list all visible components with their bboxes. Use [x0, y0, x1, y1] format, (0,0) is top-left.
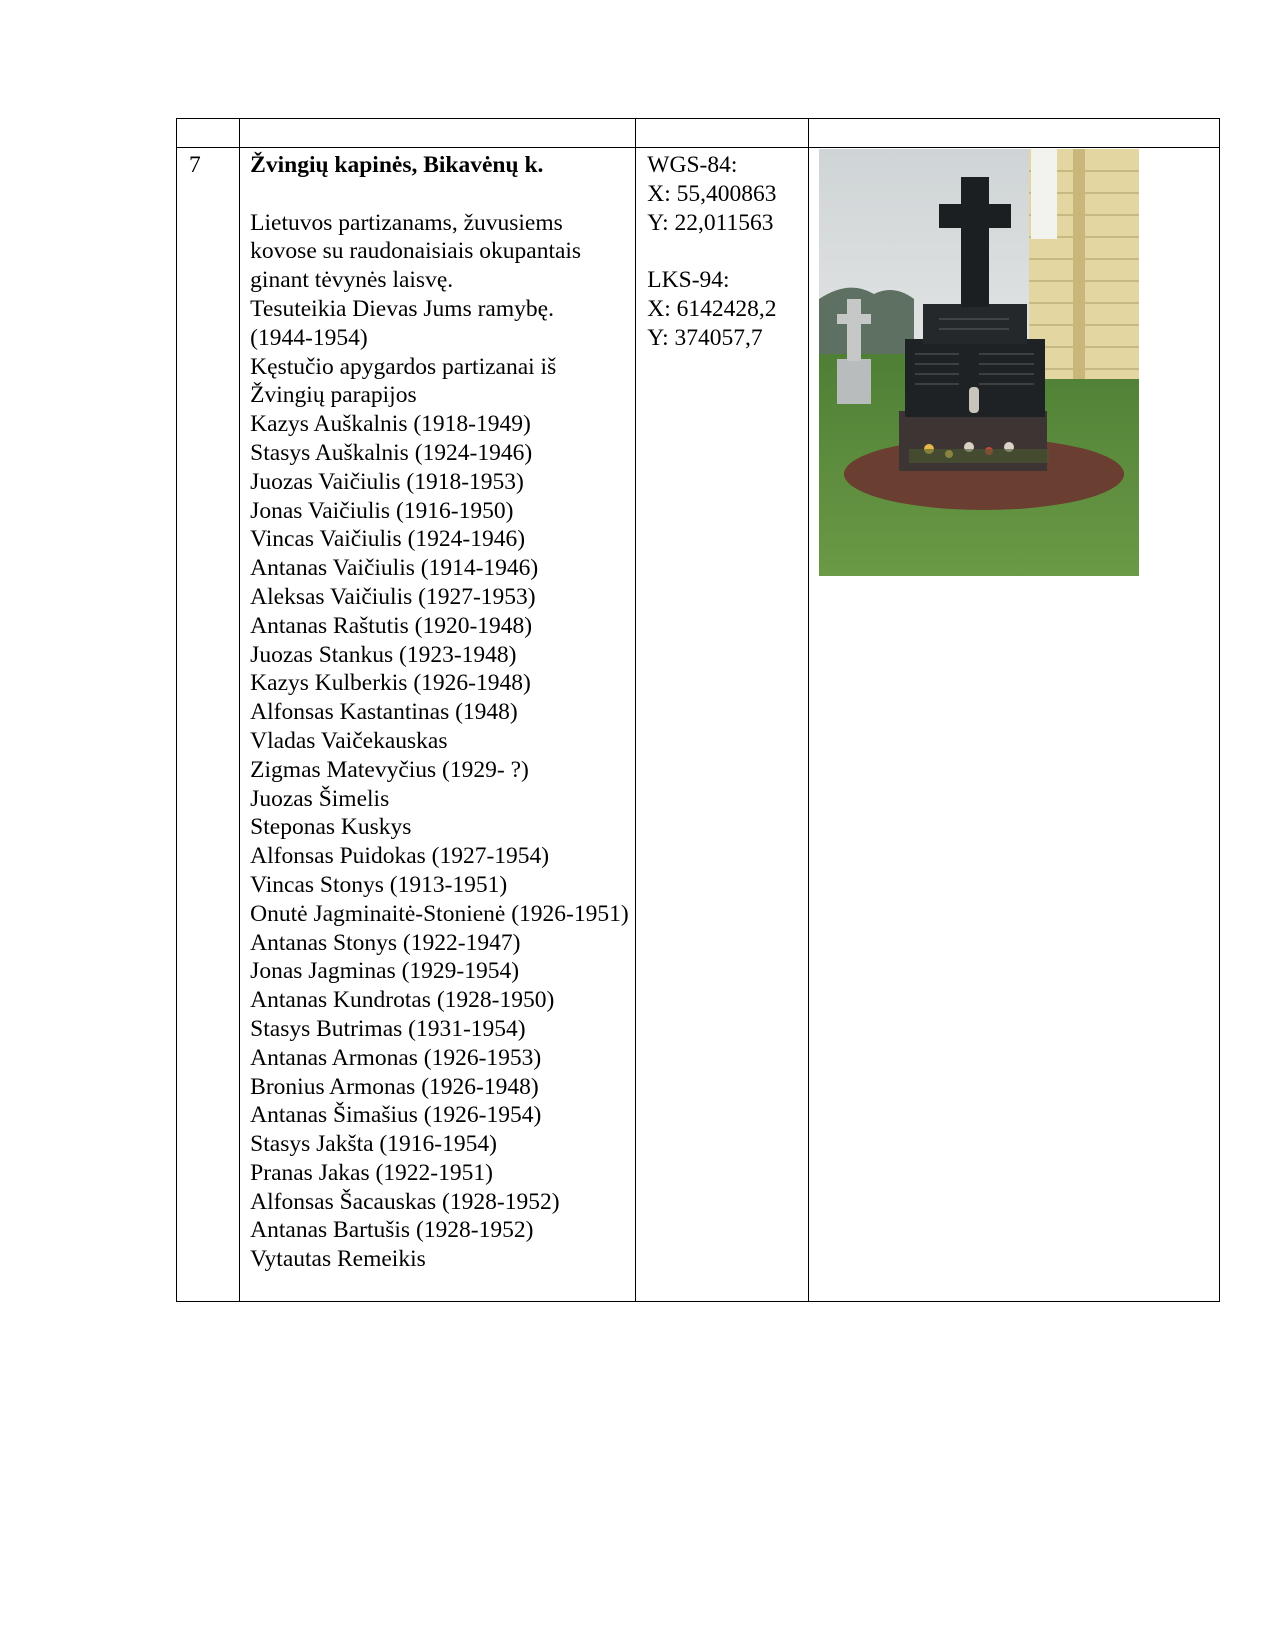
list-item: Jonas Jagminas (1929-1954) [250, 958, 520, 985]
list-item: Alfonsas Šacauskas (1928-1952) [250, 1188, 560, 1215]
list-item: Onutė Jagminaitė-Stonienė (1926-1951) [250, 900, 629, 927]
church-window [1031, 149, 1057, 239]
list-item: Antanas Stonys (1922-1947) [250, 929, 521, 956]
partisan-names-list [250, 410, 635, 1274]
church-pilaster [1073, 149, 1085, 379]
row-number-cell [177, 148, 240, 1302]
distant-monument [837, 359, 871, 404]
header-cell-description [240, 119, 636, 148]
wgs-x-coordinate: X: 55,400863 [647, 180, 777, 207]
list-item: Antanas Raštutis (1920-1948) [250, 612, 533, 639]
list-item: Alfonsas Kastantinas (1948) [250, 699, 518, 726]
list-item: Vytautas Remeikis [250, 1246, 426, 1273]
list-item: Vladas Vaičekauskas [250, 727, 448, 754]
table-row [177, 148, 1220, 1302]
list-item: Antanas Armonas (1926-1953) [250, 1044, 542, 1071]
inscription-line: kovose su raudonaisiais okupantais [250, 238, 582, 265]
list-item: Juozas Šimelis [250, 785, 390, 812]
inscription-line: Tesuteikia Dievas Jums ramybę. [250, 295, 554, 322]
memorial-table [176, 118, 1220, 1302]
list-item: Kazys Kulberkis (1926-1948) [250, 670, 531, 697]
row-number: 7 [189, 152, 201, 178]
list-item: Vincas Vaičiulis (1924-1946) [250, 526, 526, 553]
list-item: Antanas Bartušis (1928-1952) [250, 1217, 534, 1244]
site-title: Žvingių kapinės, Bikavėnų k. [250, 152, 544, 178]
memorial-photo [819, 149, 1139, 576]
list-item: Steponas Kuskys [250, 814, 412, 841]
list-item: Stasys Butrimas (1931-1954) [250, 1015, 526, 1042]
list-item: Jonas Vaičiulis (1916-1950) [250, 497, 514, 524]
inscription-line: Lietuvos partizanams, žuvusiems [250, 209, 563, 236]
list-item: Aleksas Vaičiulis (1927-1953) [250, 583, 536, 610]
list-item: Zigmas Matevyčius (1929- ?) [250, 756, 529, 783]
inscription-line: ginant tėvynės laisvę. [250, 267, 454, 294]
list-item: Vincas Stonys (1913-1951) [250, 871, 508, 898]
inscription-line: Žvingių parapijos [250, 382, 417, 409]
lks-label: LKS-94: [647, 267, 730, 294]
lks-x-coordinate: X: 6142428,2 [647, 295, 777, 322]
table-header-row [177, 119, 1220, 148]
list-item: Antanas Kundrotas (1928-1950) [250, 987, 555, 1014]
list-item: Bronius Armonas (1926-1948) [250, 1073, 539, 1100]
list-item: Juozas Vaičiulis (1918-1953) [250, 468, 524, 495]
small-statue [969, 387, 979, 413]
description-cell [240, 148, 636, 1302]
header-cell-coordinates [636, 119, 808, 148]
list-item: Stasys Auškalnis (1924-1946) [250, 439, 533, 466]
memorial-cross [961, 177, 989, 307]
header-cell-number [177, 119, 240, 148]
list-item: Stasys Jakšta (1916-1954) [250, 1131, 497, 1158]
list-item: Juozas Stankus (1923-1948) [250, 641, 517, 668]
wgs-y-coordinate: Y: 22,011563 [647, 209, 774, 236]
list-item: Antanas Vaičiulis (1914-1946) [250, 555, 539, 582]
memorial-inscription [250, 209, 635, 411]
coordinates-cell [636, 148, 808, 1302]
inscription-line: Kęstučio apygardos partizanai iš [250, 353, 557, 380]
list-item: Kazys Auškalnis (1918-1949) [250, 411, 531, 438]
lks-y-coordinate: Y: 374057,7 [647, 324, 763, 351]
header-cell-photo [808, 119, 1219, 148]
list-item: Alfonsas Puidokas (1927-1954) [250, 843, 550, 870]
list-item: Pranas Jakas (1922-1951) [250, 1159, 493, 1186]
inscription-line: (1944-1954) [250, 324, 368, 351]
list-item: Antanas Šimašius (1926-1954) [250, 1102, 542, 1129]
photo-cell [808, 148, 1219, 1302]
blank-line [250, 180, 635, 209]
blank-line [647, 237, 807, 266]
wgs-label: WGS-84: [647, 152, 738, 178]
